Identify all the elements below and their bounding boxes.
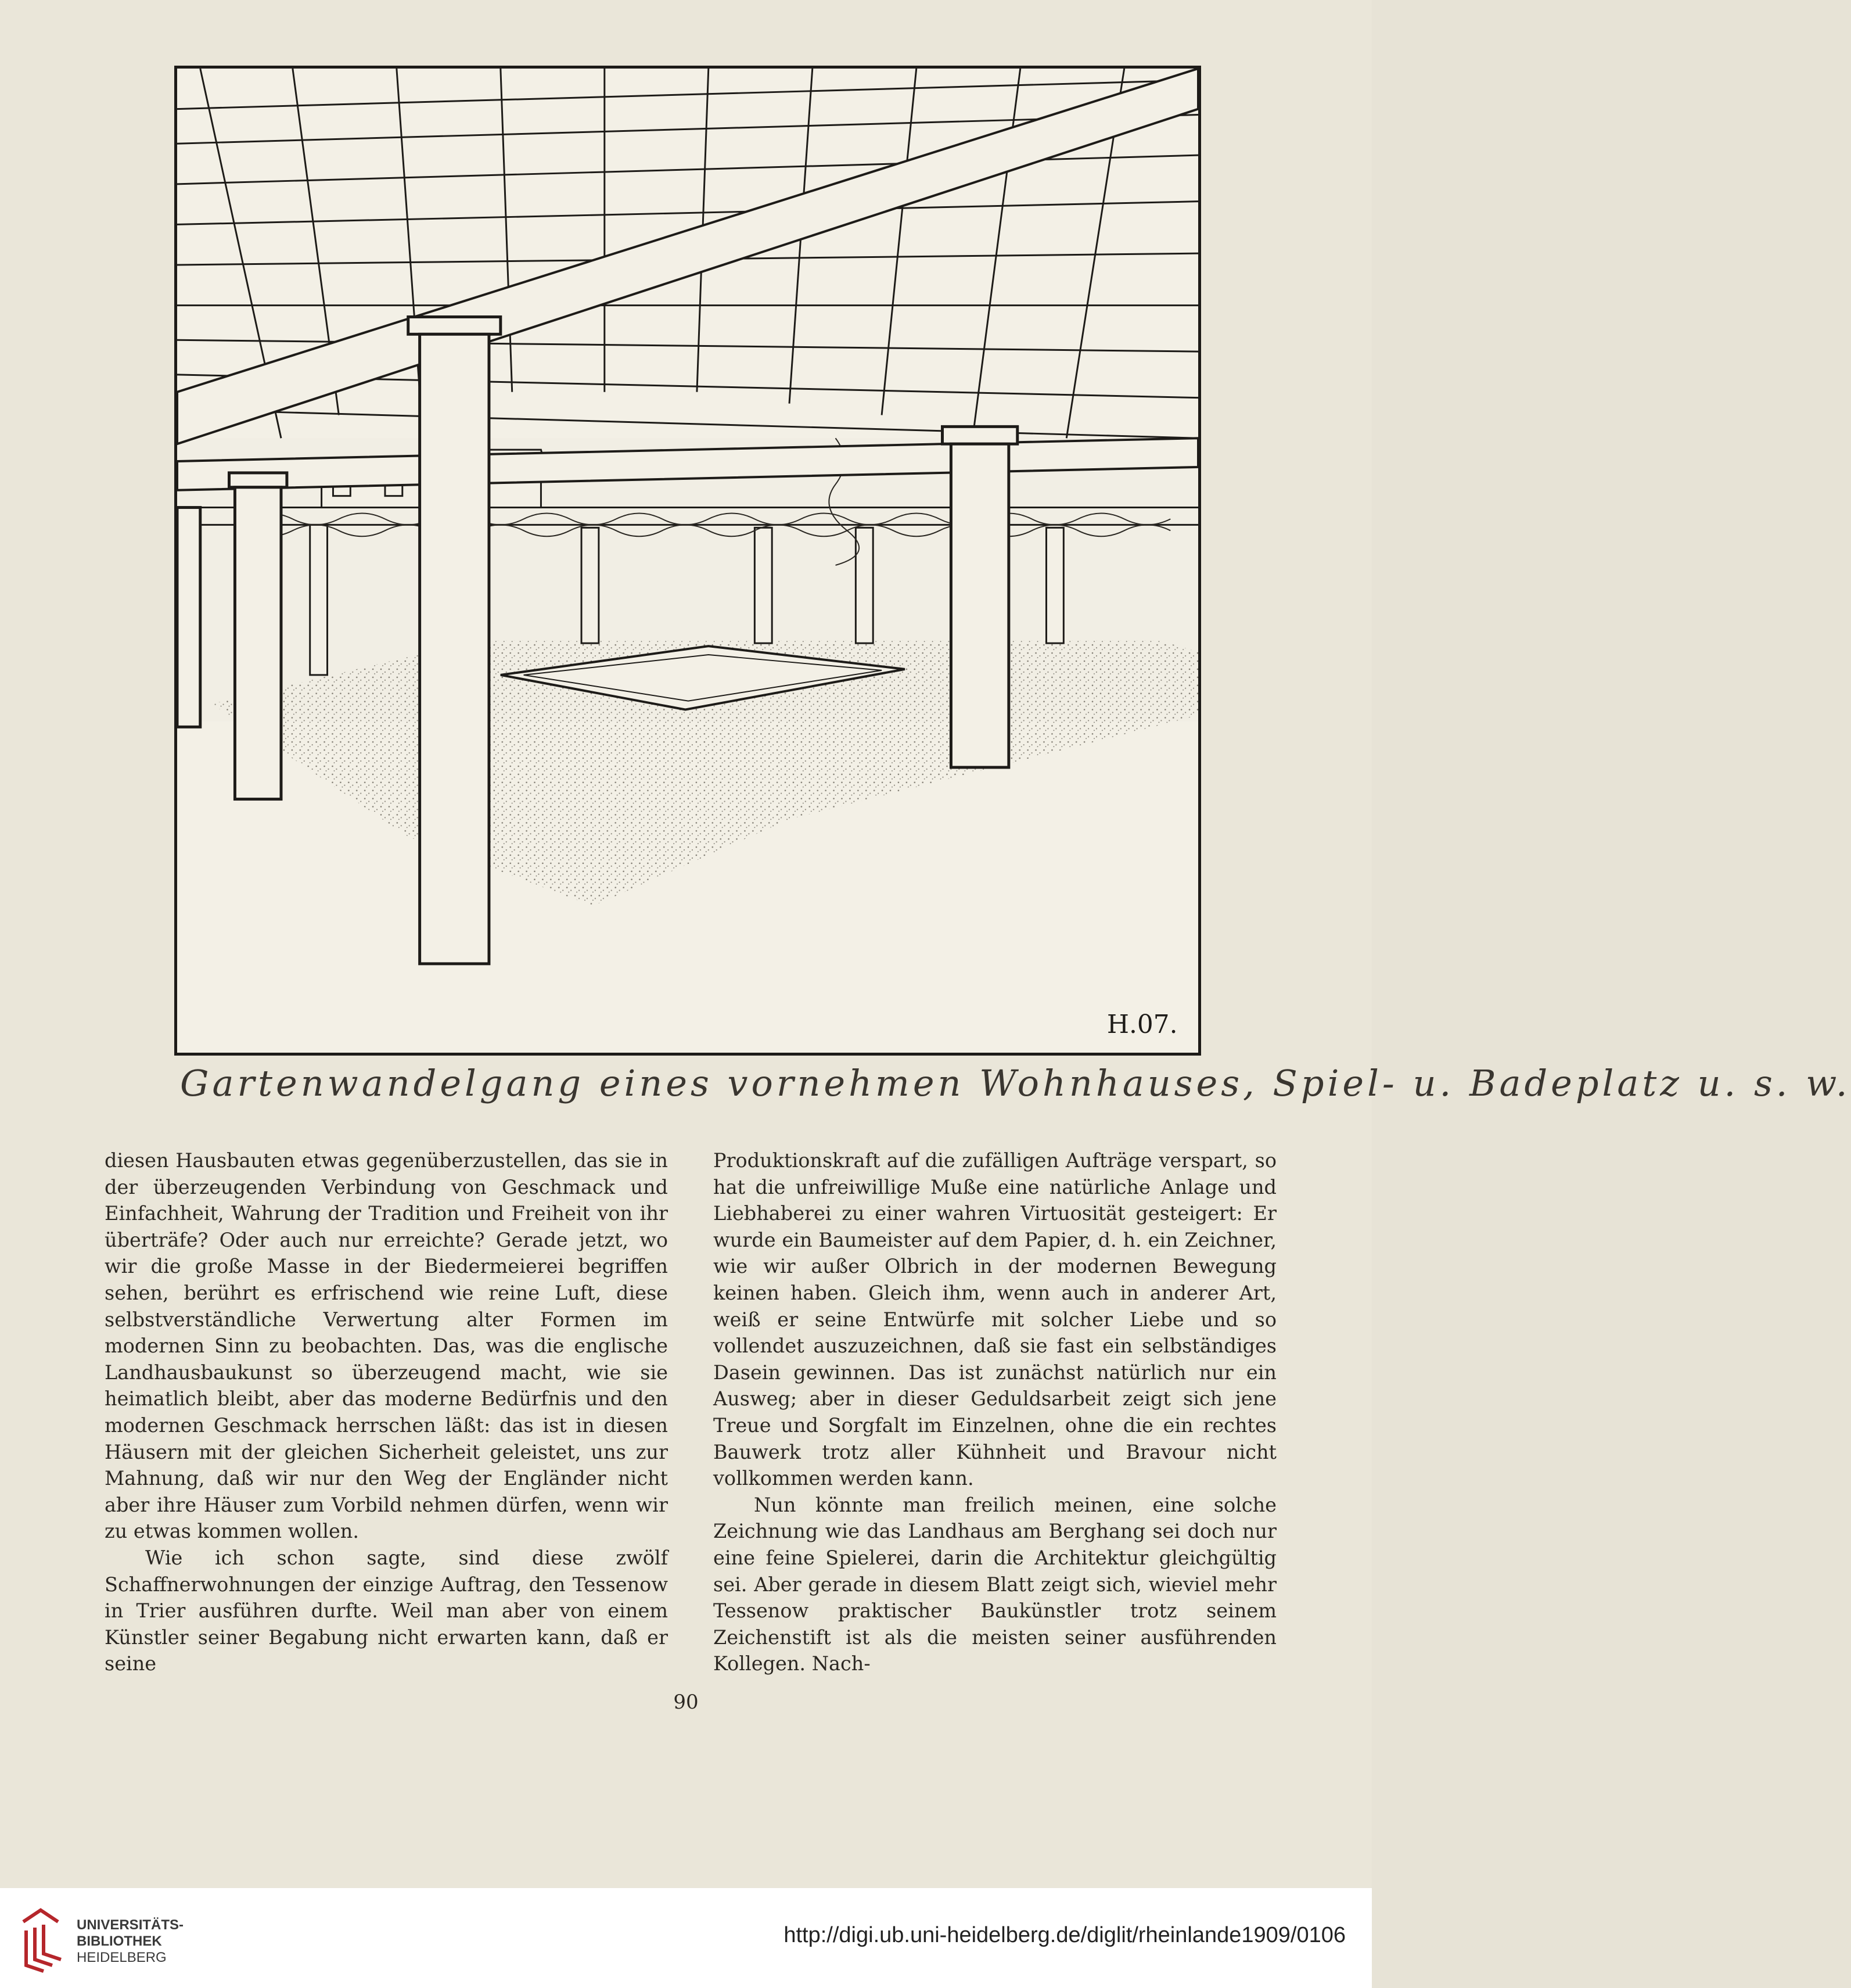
artist-signature: H.07. bbox=[1106, 1010, 1178, 1040]
library-name-line: BIBLIOTHEK bbox=[77, 1933, 162, 1949]
library-name bbox=[77, 1917, 184, 1966]
figure-caption: Gartenwandelgang eines vornehmen Wohnhauses, Spiel- u. Badeplatz u. s. w. bbox=[180, 1062, 1851, 1104]
paragraph: diesen Hausbauten etwas gegenüberzustellen, das sie in der überzeugenden Verbindung von Geschmack und Einfachheit, Wahrung der Tradition und Freiheit von ihr überträfe? Oder auch nur erreichte? Gerade jetzt, wo wir die große Masse in der Biedermeierei begriffen sehen, berührt es erfrischend wie reine Luft, diese selbstverständliche Verwertung alter Formen im modernen Sinn zu beobachten. Das, was die englische Landhausbaukunst so überzeugend macht, wie sie heimatlich bleibt, aber das moderne Bedürfnis und den modernen Geschmack herrschen läßt: das ist in diesen Häusern mit der gleichen Sicherheit geleistet, uns zur Mahnung, daß wir nur den Weg der Engländer nicht aber ihre Häuser zum Vorbild nehmen dürfen, wenn wir zu etwas kommen wollen. bbox=[105, 1149, 668, 1543]
right-column bbox=[713, 1147, 1277, 1677]
walkway-drawing bbox=[177, 69, 1198, 1053]
body-text bbox=[105, 1147, 1277, 1675]
page-number: 90 bbox=[673, 1691, 699, 1714]
footer-bar bbox=[0, 1888, 1372, 1988]
paragraph: Wie ich schon sagte, sind diese zwölf Schaffnerwohnungen der einzige Auftrag, den Tessenow in Trier ausführen durfte. Weil man aber von einem Künstler seiner Begabung nicht erwarten kann, daß er seine bbox=[105, 1546, 668, 1675]
source-url[interactable]: http://digi.ub.uni-heidelberg.de/diglit/rheinlande1909/0106 bbox=[783, 1923, 1346, 1947]
library-name-line: HEIDELBERG bbox=[77, 1950, 167, 1965]
paragraph: Produktionskraft auf die zufälligen Aufträge verspart, so hat die unfreiwillige Muße eine natürliche Anlage und Liebhaberei zu einer wahren Virtuosität gesteigert: Er wurde ein Baumeister auf dem Papier, d. h. ein Zeichner, wie wir außer Olbrich in der modernen Bewegung keinen haben. Gleich ihm, wenn auch in anderer Art, weiß er seine Entwürfe mit solcher Liebe und so vollendet auszuzeichnen, daß sie fast ein selbständiges Dasein gewinnen. Das ist zunächst natürlich nur ein Ausweg; aber in dieser Geduldsarbeit zeigt sich jene Treue und Sorgfalt im Einzelnen, ohne die ein rechtes Bauwerk trotz aller Kühnheit und Bravour nicht vollkommen werden kann. bbox=[713, 1149, 1277, 1490]
library-name-line: UNIVERSITÄTS- bbox=[77, 1917, 184, 1933]
illustration-garden-walkway bbox=[174, 66, 1201, 1056]
library-logo-icon bbox=[17, 1904, 70, 1974]
paragraph: Nun könnte man freilich meinen, eine solche Zeichnung wie das Landhaus am Berghang sei doch nur eine feine Spielerei, darin die Architektur gleichgültig sei. Aber gerade in diesem Blatt zeigt sich, wieviel mehr Tessenow praktischer Baukünstler trotz seinem Zeichenstift ist als die meisten seiner ausführenden Kollegen. Nach- bbox=[713, 1493, 1277, 1675]
left-column bbox=[105, 1147, 668, 1677]
